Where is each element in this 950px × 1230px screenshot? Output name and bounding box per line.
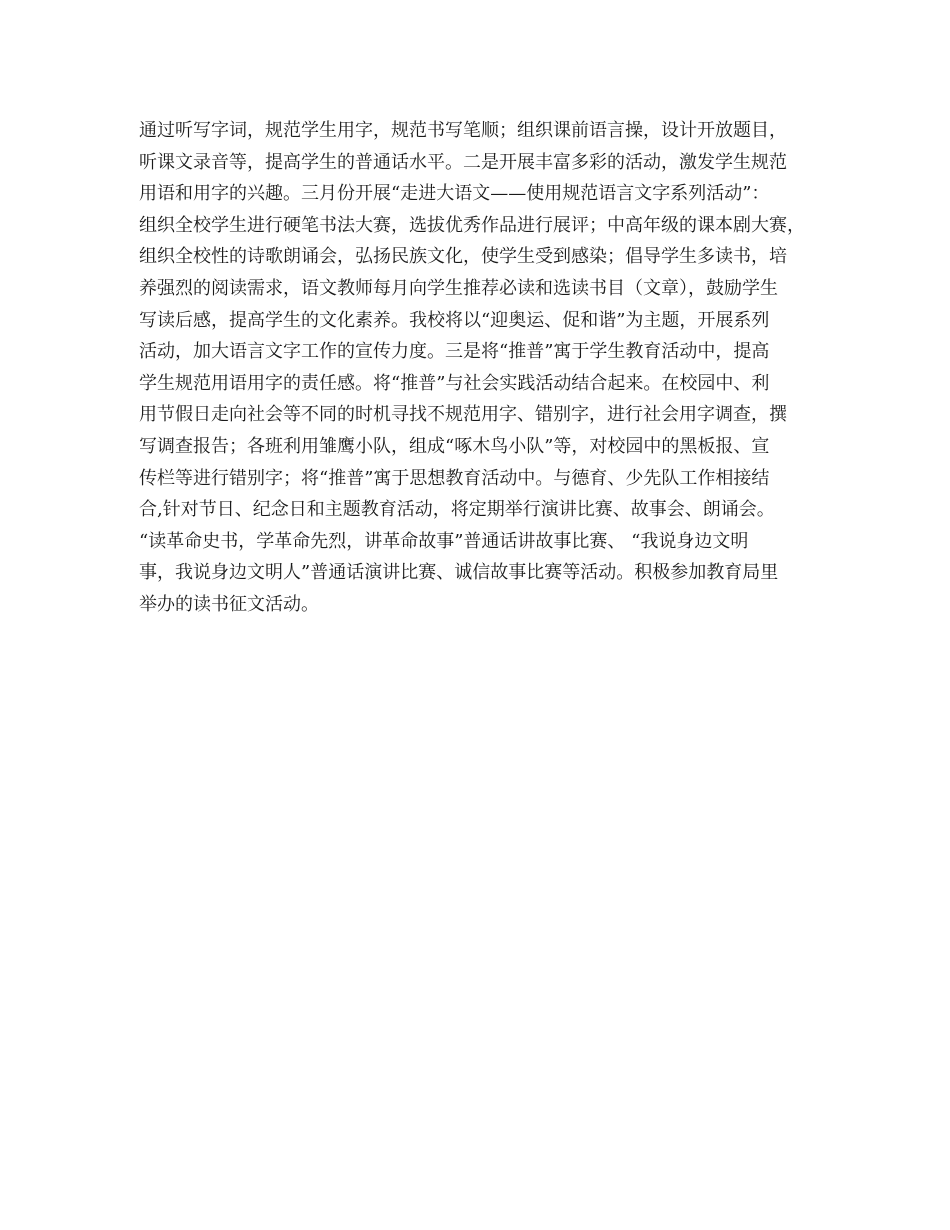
text-line: 听课文录音等，提高学生的普通话水平。二是开展丰富多彩的活动，激发学生规范 <box>139 151 787 173</box>
text-line: 合,针对节日、纪念日和主题教育活动，将定期举行演讲比赛、故事会、朗诵会。 <box>139 499 775 521</box>
text-line: “读革命史书，学革命先烈，讲革命故事”普通话讲故事比赛、 “我说身边文明 <box>139 530 749 552</box>
text-line: 用语和用字的兴趣。三月份开展“走进大语文——使用规范语言文字系列活动”： <box>139 183 770 205</box>
text-line: 组织全校学生进行硬笔书法大赛，选拔优秀作品进行展评；中高年级的课本剧大赛， <box>139 214 805 236</box>
text-line: 举办的读书征文活动。 <box>139 593 319 615</box>
text-line: 写读后感，提高学生的文化素养。我校将以“迎奥运、促和谐”为主题，开展系列 <box>139 309 770 331</box>
text-line: 通过听写字词，规范学生用字，规范书写笔顺；组织课前语言操，设计开放题目， <box>139 120 787 141</box>
text-line: 活动，加大语言文字工作的宣传力度。三是将“推普”寓于学生教育活动中，提高 <box>139 341 770 363</box>
body-paragraph <box>139 115 819 621</box>
text-line: 养强烈的阅读需求，语文教师每月向学生推荐必读和选读书目（文章），鼓励学生 <box>139 277 778 299</box>
text-line: 组织全校性的诗歌朗诵会，弘扬民族文化，使学生受到感染；倡导学生多读书，培 <box>139 246 787 268</box>
text-line: 用节假日走向社会等不同的时机寻找不规范用字、错别字，进行社会用字调查，撰 <box>139 404 787 426</box>
text-line: 学生规范用语用字的责任感。将“推普”与社会实践活动结合起来。在校园中、利 <box>139 372 770 394</box>
text-line: 写调查报告；各班利用雏鹰小队，组成“啄木鸟小队”等，对校园中的黑板报、宣 <box>139 435 770 457</box>
text-line: 传栏等进行错别字；将“推普”寓于思想教育活动中。与德育、少先队工作相接结 <box>139 467 770 489</box>
text-line: 事，我说身边文明人”普通话演讲比赛、诚信故事比赛等活动。积极参加教育局里 <box>139 562 779 584</box>
